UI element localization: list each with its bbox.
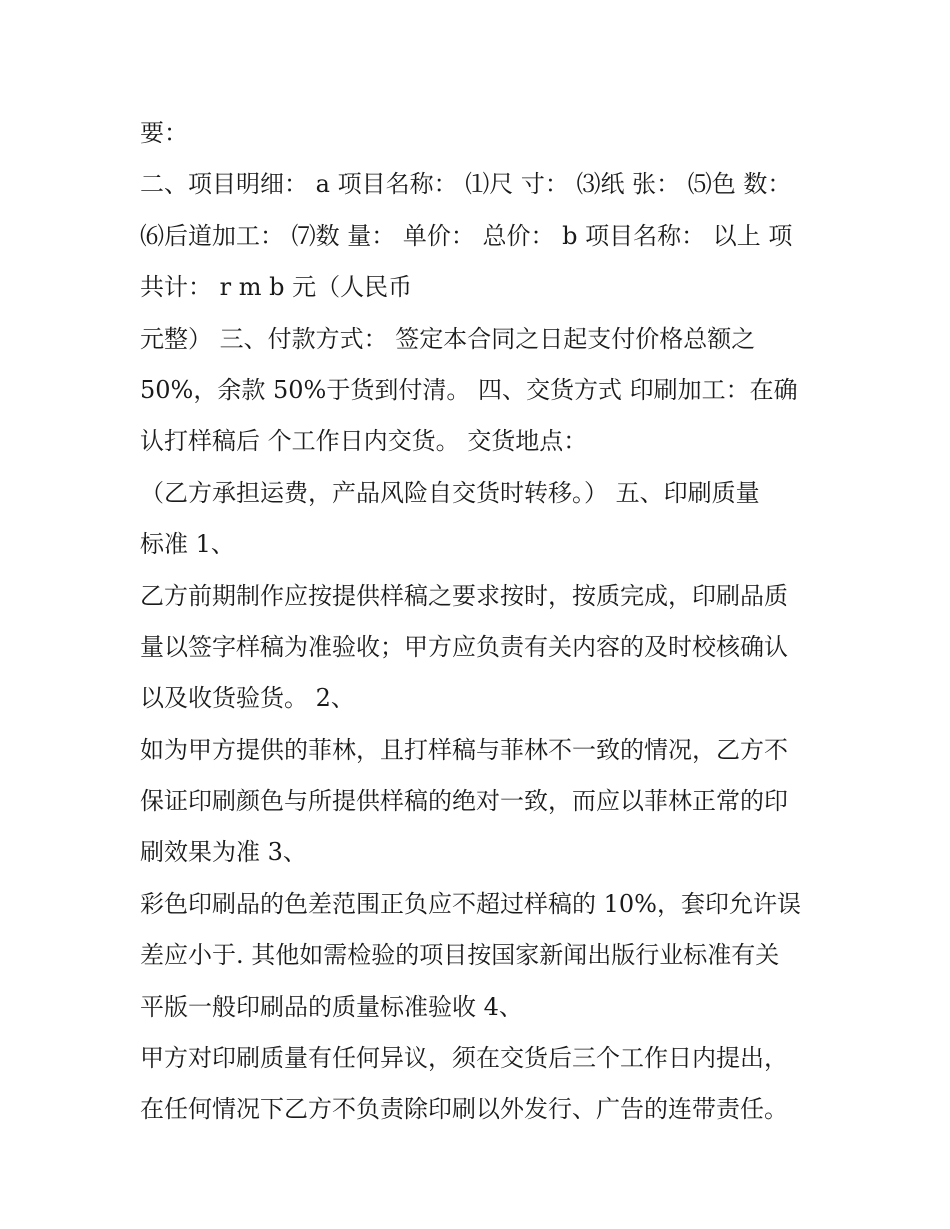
- text-line: 在任何情况下乙方不负责除印刷以外发行、广告的连带责任。: [140, 1095, 788, 1124]
- text-line: 保证印刷颜色与所提供样稿的绝对一致，而应以菲林正常的印: [140, 787, 788, 816]
- document-body: [140, 108, 830, 1136]
- text-line: 标准 1、: [140, 530, 235, 559]
- text-line: 要：: [140, 119, 188, 147]
- text-line: 量以签字样稿为准验收；甲方应负责有关内容的及时校核确认: [140, 632, 788, 661]
- text-line: 乙方前期制作应按提供样稿之要求按时，按质完成，印刷品质: [140, 581, 788, 610]
- text-line: 元整） 三、付款方式： 签定本合同之日起支付价格总额之: [140, 324, 756, 353]
- text-line: 共计： r m b 元（人民币: [140, 273, 413, 302]
- text-line: 彩色印刷品的色差范围正负应不超过样稿的 10%，套印允许误: [140, 889, 801, 918]
- text-line: 平版一般印刷品的质量标准验收 4、: [140, 992, 523, 1021]
- text-line: 二、项目明细： a 项目名称： ⑴尺 寸： ⑶纸 张： ⑸色 数：: [140, 170, 792, 199]
- text-line: 如为甲方提供的菲林，且打样稿与菲林不一致的情况，乙方不: [140, 735, 788, 764]
- text-line: 认打样稿后 个工作日内交货。 交货地点：: [140, 427, 588, 456]
- text-line: （乙方承担运费，产品风险自交货时转移。） 五、印刷质量: [140, 478, 760, 507]
- text-line: 差应小于. 其他如需检验的项目按国家新闻出版行业标准有关: [140, 941, 780, 970]
- text-line: ⑹后道加工： ⑺数 量： 单价： 总价： b 项目名称： 以上 项: [140, 221, 793, 250]
- text-line: 甲方对印刷质量有任何异议，须在交货后三个工作日内提出，: [140, 1044, 788, 1073]
- text-line: 以及收货验货。 2、: [140, 684, 355, 713]
- text-line: 50%，余款 50%于货到付清。 四、交货方式 印刷加工：在确: [140, 375, 798, 404]
- text-line: 刷效果为准 3、: [140, 838, 307, 867]
